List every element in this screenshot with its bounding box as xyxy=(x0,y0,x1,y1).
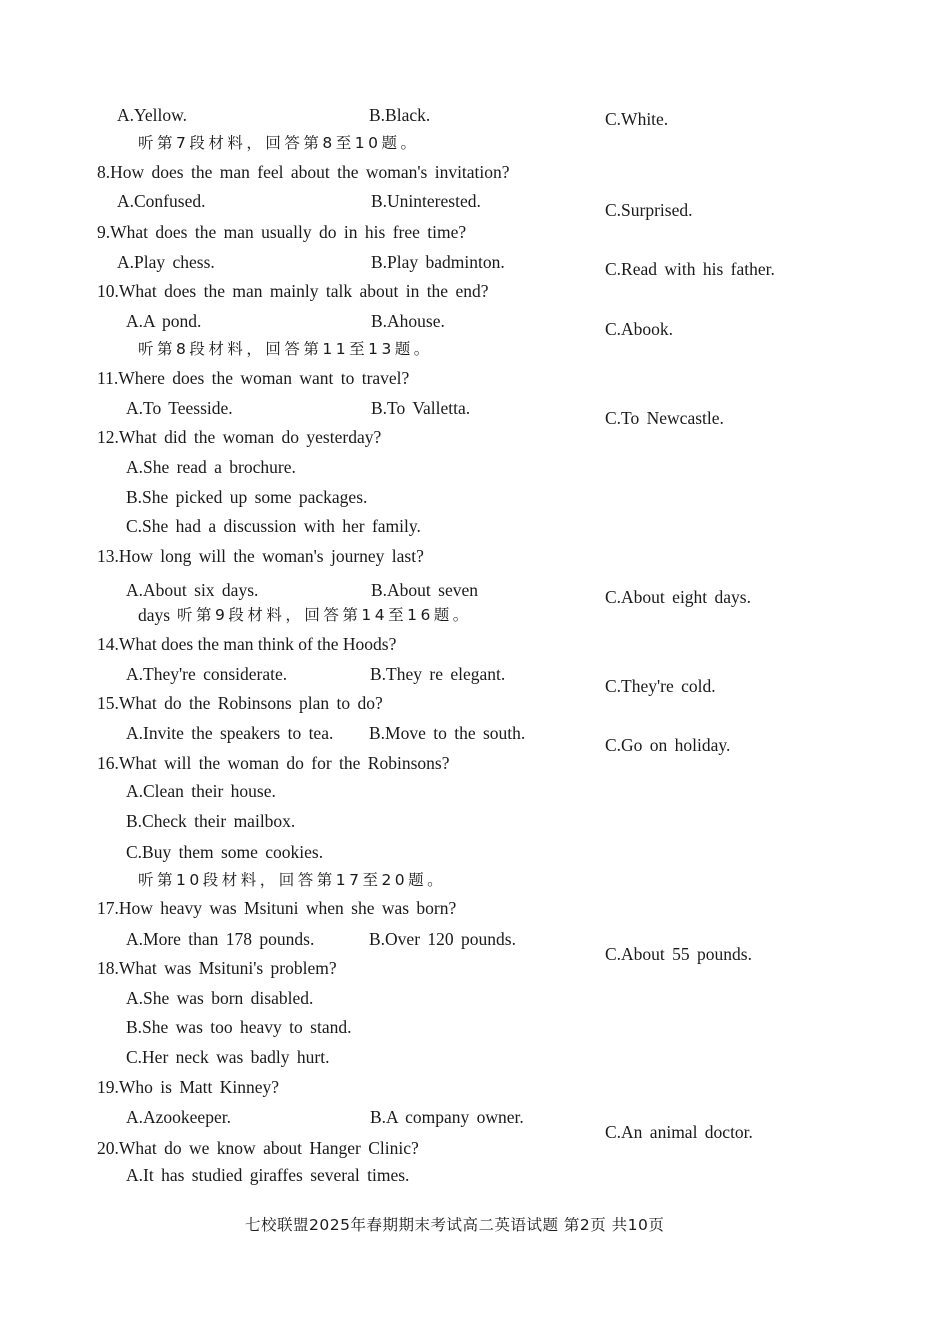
q17-option-b: B.Over 120 pounds. xyxy=(369,929,516,949)
q14-option-b: B.They re elegant. xyxy=(370,664,506,684)
q17-option-c: C.About 55 pounds. xyxy=(605,944,752,964)
q8-option-b: B.Uninterested. xyxy=(371,191,481,211)
q7-option-b: B.Black. xyxy=(369,105,431,125)
question-10: 10.What does the man mainly talk about in the end? xyxy=(97,281,489,301)
question-14: 14.What does the man think of the Hoods? xyxy=(97,634,397,654)
q19-option-c: C.An animal doctor. xyxy=(605,1122,753,1142)
q8-option-c: C.Surprised. xyxy=(605,200,693,220)
q16-option-a: A.Clean their house. xyxy=(126,781,276,801)
question-13: 13.How long will the woman's journey last? xyxy=(97,546,424,566)
q12-option-c: C.She had a discussion with her family. xyxy=(126,516,421,536)
q18-option-c: C.Her neck was badly hurt. xyxy=(126,1047,330,1067)
q9-option-b: B.Play badminton. xyxy=(371,252,505,272)
q9-option-a: A.Play chess. xyxy=(117,252,215,272)
q12-option-a: A.She read a brochure. xyxy=(126,457,296,477)
question-8: 8.How does the man feel about the woman's invitation? xyxy=(97,162,510,182)
q18-option-b: B.She was too heavy to stand. xyxy=(126,1017,352,1037)
q11-option-b: B.To Valletta. xyxy=(371,398,471,418)
q11-option-c: C.To Newcastle. xyxy=(605,408,724,428)
q16-option-b: B.Check their mailbox. xyxy=(126,811,296,831)
q15-option-a: A.Invite the speakers to tea. xyxy=(126,723,334,743)
q11-option-a: A.To Teesside. xyxy=(126,398,233,418)
question-19: 19.Who is Matt Kinney? xyxy=(97,1077,280,1097)
q15-option-c: C.Go on holiday. xyxy=(605,735,731,755)
question-9: 9.What does the man usually do in his free time? xyxy=(97,222,467,242)
question-17: 17.How heavy was Msituni when she was born? xyxy=(97,898,457,918)
section-heading-10: 听第10段材料，回答第17至20题。 xyxy=(138,871,447,889)
q13-option-c: C.About eight days. xyxy=(605,587,751,607)
q8-option-a: A.Confused. xyxy=(117,191,206,211)
q19-option-b: B.A company owner. xyxy=(370,1107,524,1127)
page-footer: 七校联盟2025年春期期末考试高二英语试题 第2页 共10页 xyxy=(245,1216,665,1234)
question-16: 16.What will the woman do for the Robinsons? xyxy=(97,753,450,773)
q13-option-a: A.About six days. xyxy=(126,580,259,600)
section-heading-7: 听第7段材料，回答第8至10题。 xyxy=(138,134,420,152)
q12-option-b: B.She picked up some packages. xyxy=(126,487,368,507)
q19-option-a: A.Azookeeper. xyxy=(126,1107,231,1127)
q14-option-c: C.They're cold. xyxy=(605,676,716,696)
q16-option-c: C.Buy them some cookies. xyxy=(126,842,324,862)
q14-option-a: A.They're considerate. xyxy=(126,664,288,684)
question-12: 12.What did the woman do yesterday? xyxy=(97,427,382,447)
q10-option-a: A.A pond. xyxy=(126,311,202,331)
question-20: 20.What do we know about Hanger Clinic? xyxy=(97,1138,419,1158)
section-heading-9: 听第9段材料，回答第14至16题。 xyxy=(177,606,472,624)
q9-option-c: C.Read with his father. xyxy=(605,259,775,279)
q20-option-a: A.It has studied giraffes several times. xyxy=(126,1165,410,1185)
q7-option-c: C.White. xyxy=(605,109,669,129)
question-18: 18.What was Msituni's problem? xyxy=(97,958,337,978)
q15-option-b: B.Move to the south. xyxy=(369,723,526,743)
q13-option-b-continuation: days xyxy=(138,605,171,625)
q13-option-b: B.About seven xyxy=(371,580,479,600)
q7-option-a: A.Yellow. xyxy=(117,105,188,125)
question-11: 11.Where does the woman want to travel? xyxy=(97,368,410,388)
q10-option-b: B.Ahouse. xyxy=(371,311,445,331)
q10-option-c: C.Abook. xyxy=(605,319,674,339)
section-heading-8: 听第8段材料，回答第11至13题。 xyxy=(138,340,433,358)
q17-option-a: A.More than 178 pounds. xyxy=(126,929,315,949)
question-15: 15.What do the Robinsons plan to do? xyxy=(97,693,383,713)
q18-option-a: A.She was born disabled. xyxy=(126,988,314,1008)
